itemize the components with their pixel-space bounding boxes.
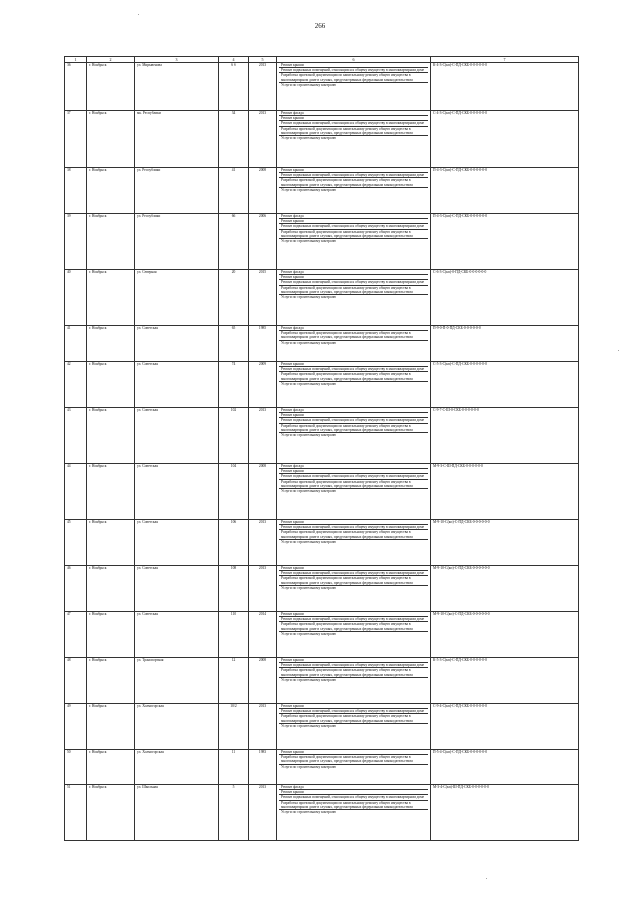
work-item: Услуги по строительному контролю	[281, 631, 337, 636]
column-number: 5	[249, 57, 277, 63]
year-cell: 2009	[249, 362, 277, 408]
work-item: Ремонт подвальных помещений, относящихся к общему имуществу в многоквартирном доме	[279, 121, 428, 126]
building-code-cell: М-9-10-С(кп)-С-ПД-СКБ-0-0-0-0-0-0	[431, 520, 579, 566]
column-number: 4	[219, 57, 249, 63]
works-cell	[277, 658, 431, 704]
street-cell: ул. Советская	[135, 464, 219, 520]
works-cell	[277, 214, 431, 270]
street-cell: ул. Школьная	[135, 785, 219, 841]
street-cell: ул. Республики	[135, 214, 219, 270]
street-cell: ул. Северная	[135, 270, 219, 326]
work-item: Разработка проектной документации по капитальному ремонту общего имущества в многоквартирном доме в случаях, предусмотренных федеральным законодательством	[279, 801, 428, 810]
work-item: Ремонт крыши	[279, 469, 428, 474]
works-cell	[277, 111, 431, 168]
work-item: Ремонт крыши	[279, 275, 428, 280]
table-row	[65, 750, 579, 785]
work-item: Услуги по строительному контролю	[281, 539, 337, 544]
table-row	[65, 464, 579, 520]
work-item: Ремонт подвальных помещений, относящихся к общему имуществу в многоквартирном доме	[279, 663, 428, 668]
building-code-cell: М-9-3-С-Ш-ПД-СКБ-0-0-0-0-0-0	[431, 464, 579, 520]
work-item: Услуги по строительному контролю	[281, 239, 337, 244]
work-item: Ремонт крыши	[279, 566, 428, 571]
city-cell: г. Ноябрьск	[87, 168, 135, 214]
city-cell: г. Ноябрьск	[87, 566, 135, 612]
work-item: Услуги по строительному контролю	[281, 585, 337, 590]
city-cell: г. Ноябрьск	[87, 612, 135, 658]
street-cell: ул. Транспортная	[135, 658, 219, 704]
house-number-cell: 12	[219, 658, 249, 704]
table-row	[65, 704, 579, 750]
work-item: Разработка проектной документации по капитальному ремонту общего имущества в многоквартирном доме в случаях, предусмотренных федеральным законодательством	[279, 331, 428, 340]
table-row	[65, 658, 579, 704]
row-number: 49	[65, 704, 87, 750]
table-row	[65, 408, 579, 464]
work-item: Разработка проектной документации по капитальному ремонту общего имущества в многоквартирном доме в случаях, предусмотренных федеральным законодательством	[279, 127, 428, 136]
row-number: 46	[65, 566, 87, 612]
capital-repair-table	[64, 56, 579, 841]
works-cell	[277, 326, 431, 362]
work-item: Ремонт крыши	[279, 790, 428, 795]
house-number-cell: 66	[219, 214, 249, 270]
row-number: 36	[65, 63, 87, 111]
table-row	[65, 270, 579, 326]
year-cell: 2013	[249, 785, 277, 841]
city-cell: г. Ноябрьск	[87, 704, 135, 750]
work-item: Разработка проектной документации по капитальному ремонту общего имущества в многоквартирном доме в случаях, предусмотренных федеральным законодательством	[279, 622, 428, 631]
work-item: Ремонт крыши	[279, 750, 428, 755]
street-cell: ул. Советская	[135, 612, 219, 658]
house-number-cell: 110	[219, 612, 249, 658]
row-number: 42	[65, 362, 87, 408]
building-code-cell: С-9-7-С-Ш-0-СКБ-0-0-0-0-0-0	[431, 408, 579, 464]
column-number: 6	[277, 57, 431, 63]
house-number-cell: 108	[219, 566, 249, 612]
column-number: 1	[65, 57, 87, 63]
street-cell: ул. Советская	[135, 408, 219, 464]
row-number: 51	[65, 785, 87, 841]
work-item: Ремонт крыши	[279, 168, 428, 173]
work-item: Ремонт крыши	[279, 520, 428, 525]
work-item: Услуги по строительному контролю	[281, 489, 337, 494]
works-cell	[277, 168, 431, 214]
city-cell: г. Ноябрьск	[87, 111, 135, 168]
table-row	[65, 63, 579, 111]
building-code-cell: С-9-4-С(кп)-С-ПД-СКБ-0-0-0-0-0-0	[431, 704, 579, 750]
work-item: Ремонт крыши	[279, 413, 428, 418]
work-item: Ремонт фасада	[279, 111, 428, 116]
work-item: Ремонт фасада	[279, 326, 428, 331]
work-item: Ремонт крыши	[279, 116, 428, 121]
work-item: Ремонт подвальных помещений, относящихся к общему имуществу в многоквартирном доме	[279, 68, 428, 73]
table-row	[65, 168, 579, 214]
work-item: Ремонт подвальных помещений, относящихся к общему имуществу в многоквартирном доме	[279, 525, 428, 530]
building-code-cell: М-3-4-С(кп)-Ш-ПД-СКБ-0-0-0-0-0-0	[431, 785, 579, 841]
works-cell	[277, 408, 431, 464]
work-item: Ремонт подвальных помещений, относящихся к общему имуществу в многоквартирном доме	[279, 224, 428, 229]
building-code-cell: П-5-4-С(кп)-С-ПД-СКБ-0-0-0-0-0-0	[431, 750, 579, 785]
work-item: Услуги по строительному контролю	[281, 82, 337, 87]
works-cell	[277, 750, 431, 785]
year-cell: 2015	[249, 270, 277, 326]
row-number: 47	[65, 612, 87, 658]
row-number: 40	[65, 270, 87, 326]
year-cell: 2008	[249, 658, 277, 704]
year-cell: 2014	[249, 612, 277, 658]
work-item: Услуги по строительному контролю	[281, 810, 337, 815]
street-cell: ул. Советская	[135, 362, 219, 408]
work-item: Ремонт крыши	[279, 219, 428, 224]
work-item: Ремонт подвальных помещений, относящихся к общему имуществу в многоквартирном доме	[279, 795, 428, 800]
row-number: 45	[65, 520, 87, 566]
work-item: Ремонт подвальных помещений, относящихся к общему имуществу в многоквартирном доме	[279, 367, 428, 372]
house-number-cell: 106	[219, 520, 249, 566]
work-item: Ремонт фасада	[279, 785, 428, 790]
house-number-cell: 41	[219, 168, 249, 214]
works-cell	[277, 464, 431, 520]
row-number: 39	[65, 214, 87, 270]
work-item: Ремонт фасада	[279, 214, 428, 219]
work-item: Разработка проектной документации по капитальному ремонту общего имущества в многоквартирном доме в случаях, предусмотренных федеральным законодательством	[279, 755, 428, 764]
work-item: Разработка проектной документации по капитальному ремонту общего имущества в многоквартирном доме в случаях, предусмотренных федеральным законодательством	[279, 372, 428, 381]
building-code-cell: К-5-3-С(кп)-С-ПД-СКБ-0-0-0-0-0-0	[431, 658, 579, 704]
table-row	[65, 326, 579, 362]
building-code-cell: М-9-10-С(кп)-С-ПД-СКБ-0-0-0-0-0-0	[431, 612, 579, 658]
work-item: Ремонт фасада	[279, 464, 428, 469]
work-item: Ремонт крыши	[279, 612, 428, 617]
works-cell	[277, 704, 431, 750]
work-item: Разработка проектной документации по капитальному ремонту общего имущества в многоквартирном доме в случаях, предусмотренных федеральным законодательством	[279, 576, 428, 585]
city-cell: г. Ноябрьск	[87, 362, 135, 408]
building-code-cell: П-4-3-С(кп)-С-ПД-СКБ-0-0-0-0-0-0	[431, 168, 579, 214]
street-cell: ул. Мирывенова	[135, 63, 219, 111]
work-item: Ремонт подвальных помещений, относящихся к общему имуществу в многоквартирном доме	[279, 173, 428, 178]
work-item: Услуги по строительному контролю	[281, 136, 337, 141]
row-number: 48	[65, 658, 87, 704]
work-item: Ремонт крыши	[279, 362, 428, 367]
city-cell: г. Ноябрьск	[87, 785, 135, 841]
scan-speck	[486, 878, 487, 879]
house-number-cell: 5	[219, 785, 249, 841]
work-item: Ремонт подвальных помещений, относящихся к общему имуществу в многоквартирном доме	[279, 280, 428, 285]
work-item: Услуги по строительному контролю	[281, 381, 337, 386]
work-item: Разработка проектной документации по капитальному ремонту общего имущества в многоквартирном доме в случаях, предусмотренных федеральным законодательством	[279, 668, 428, 677]
row-number: 41	[65, 326, 87, 362]
city-cell: г. Ноябрьск	[87, 520, 135, 566]
row-number: 44	[65, 464, 87, 520]
house-number-cell: 102	[219, 408, 249, 464]
works-cell	[277, 63, 431, 111]
house-number-cell: 6 б	[219, 63, 249, 111]
work-item: Услуги по строительному контролю	[281, 340, 337, 345]
row-number: 50	[65, 750, 87, 785]
city-cell: г. Ноябрьск	[87, 658, 135, 704]
year-cell: 2013	[249, 408, 277, 464]
works-cell	[277, 520, 431, 566]
year-cell: 1985	[249, 326, 277, 362]
city-cell: г. Ноябрьск	[87, 270, 135, 326]
street-cell: ул. Холмогорская	[135, 750, 219, 785]
work-item: Услуги по строительному контролю	[281, 295, 337, 300]
street-cell: ул. Холмогорская	[135, 704, 219, 750]
house-number-cell: 65	[219, 326, 249, 362]
works-cell	[277, 785, 431, 841]
city-cell: г. Ноябрьск	[87, 408, 135, 464]
year-cell: 2013	[249, 111, 277, 168]
street-cell: ул. Советская	[135, 520, 219, 566]
year-cell: 2008	[249, 168, 277, 214]
work-item: Ремонт фасада	[279, 270, 428, 275]
year-cell: 2013	[249, 704, 277, 750]
work-item: Услуги по строительному контролю	[281, 187, 337, 192]
house-number-cell: 10/2	[219, 704, 249, 750]
building-code-cell: С-4-3-С(кп)-С-ПД-СКБ-0-0-0-0-0-0	[431, 111, 579, 168]
table-row	[65, 111, 579, 168]
city-cell: г. Ноябрьск	[87, 750, 135, 785]
work-item: Услуги по строительному контролю	[281, 764, 337, 769]
work-item: Ремонт крыши	[279, 63, 428, 68]
table-body	[65, 63, 579, 841]
building-code-cell: С-5-3-С(кп)-С-ПД-СКБ-0-0-0-0-0-0	[431, 362, 579, 408]
city-cell: г. Ноябрьск	[87, 214, 135, 270]
works-cell	[277, 612, 431, 658]
house-number-cell: 104	[219, 464, 249, 520]
work-item: Ремонт подвальных помещений, относящихся к общему имуществу в многоквартирном доме	[279, 474, 428, 479]
work-item: Ремонт подвальных помещений, относящихся к общему имуществу в многоквартирном доме	[279, 571, 428, 576]
work-item: Ремонт фасада	[279, 408, 428, 413]
year-cell: 2013	[249, 566, 277, 612]
work-item: Разработка проектной документации по капитальному ремонту общего имущества в многоквартирном доме в случаях, предусмотренных федеральным законодательством	[279, 178, 428, 187]
street-cell: ул. Советская	[135, 566, 219, 612]
year-cell: 2006	[249, 214, 277, 270]
row-number: 43	[65, 408, 87, 464]
table-row	[65, 612, 579, 658]
row-number: 38	[65, 168, 87, 214]
city-cell: г. Ноябрьск	[87, 63, 135, 111]
row-number: 37	[65, 111, 87, 168]
building-code-cell: М-9-10-С(кп)-С-ПД-СКБ-0-0-0-0-0-0	[431, 566, 579, 612]
city-cell: г. Ноябрьск	[87, 326, 135, 362]
building-code-cell: С-6-3-С(кп)-0-ПД-СКБ-0-0-0-0-0-0	[431, 270, 579, 326]
scan-speck	[138, 14, 139, 15]
building-code-cell: К-4-3-С(кп)-С-ПД-СКБ-0-0-0-0-0-0	[431, 63, 579, 111]
building-code-cell: П-4-3-С(кп)-С-ПД-СКБ-0-0-0-0-0-0	[431, 214, 579, 270]
works-cell	[277, 566, 431, 612]
work-item: Разработка проектной документации по капитальному ремонту общего имущества в многоквартирном доме в случаях, предусмотренных федеральным законодательством	[279, 480, 428, 489]
work-item: Ремонт крыши	[279, 704, 428, 709]
table-row	[65, 362, 579, 408]
column-number: 7	[431, 57, 579, 63]
work-item: Услуги по строительному контролю	[281, 723, 337, 728]
house-number-cell: 11	[219, 750, 249, 785]
house-number-cell: 34	[219, 111, 249, 168]
street-cell: ул. Советская	[135, 326, 219, 362]
work-item: Разработка проектной документации по капитальному ремонту общего имущества в многоквартирном доме в случаях, предусмотренных федеральным законодательством	[279, 424, 428, 433]
table-row	[65, 520, 579, 566]
column-number: 2	[87, 57, 135, 63]
year-cell: 2013	[249, 63, 277, 111]
year-cell: 2013	[249, 520, 277, 566]
work-item: Разработка проектной документации по капитальному ремонту общего имущества в многоквартирном доме в случаях, предусмотренных федеральным законодательством	[279, 530, 428, 539]
work-item: Разработка проектной документации по капитальному ремонту общего имущества в многоквартирном доме в случаях, предусмотренных федеральным законодательством	[279, 286, 428, 295]
work-item: Разработка проектной документации по капитальному ремонту общего имущества в многоквартирном доме в случаях, предусмотренных федеральным законодательством	[279, 714, 428, 723]
table-row	[65, 566, 579, 612]
street-cell: ул. Республики	[135, 168, 219, 214]
work-item: Услуги по строительному контролю	[281, 677, 337, 682]
street-cell: мк. Республики	[135, 111, 219, 168]
work-item: Ремонт подвальных помещений, относящихся к общему имуществу в многоквартирном доме	[279, 418, 428, 423]
work-item: Ремонт крыши	[279, 658, 428, 663]
building-code-cell: П-9-0-П-0-ПД-СКБ-0-0-0-0-0-0	[431, 326, 579, 362]
city-cell: г. Ноябрьск	[87, 464, 135, 520]
table-row	[65, 214, 579, 270]
work-item: Ремонт подвальных помещений, относящихся к общему имуществу в многоквартирном доме	[279, 617, 428, 622]
works-cell	[277, 362, 431, 408]
scan-speck	[618, 350, 619, 351]
house-number-cell: 74	[219, 362, 249, 408]
column-number: 3	[135, 57, 219, 63]
year-cell: 1983	[249, 750, 277, 785]
works-cell	[277, 270, 431, 326]
work-item: Разработка проектной документации по капитальному ремонту общего имущества в многоквартирном доме в случаях, предусмотренных федеральным законодательством	[279, 230, 428, 239]
table-row	[65, 785, 579, 841]
work-item: Услуги по строительному контролю	[281, 433, 337, 438]
year-cell: 2008	[249, 464, 277, 520]
page-number: 266	[314, 22, 326, 30]
work-item: Ремонт подвальных помещений, относящихся к общему имуществу в многоквартирном доме	[279, 709, 428, 714]
work-item: Разработка проектной документации по капитальному ремонту общего имущества в многоквартирном доме в случаях, предусмотренных федеральным законодательством	[279, 73, 428, 82]
house-number-cell: 20	[219, 270, 249, 326]
